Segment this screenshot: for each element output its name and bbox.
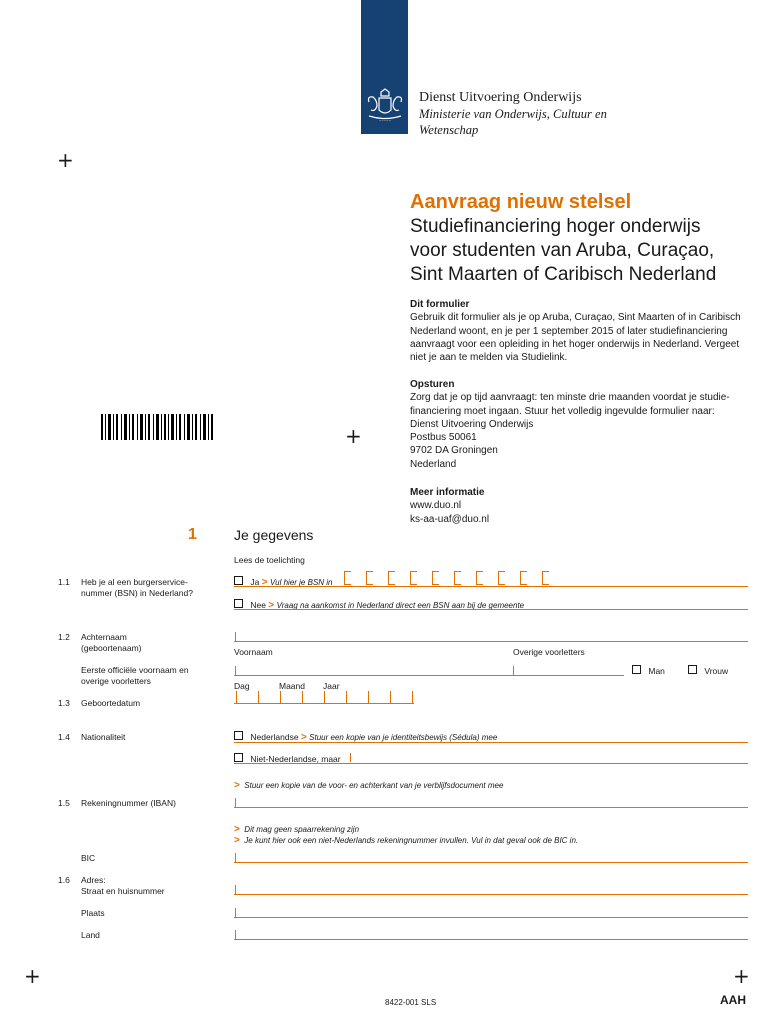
hint-text: Vul hier je BSN in [269, 578, 333, 587]
email-link[interactable]: ks-aa-uaf@duo.nl [410, 513, 490, 525]
date-digit-divider [258, 691, 259, 703]
form-title-line-3: Sint Maarten of Caribisch Nederland [410, 264, 717, 285]
arrow-icon: > [268, 600, 275, 611]
hint-text: Vraag na aankomst in Nederland direct een BSN aan bij de gemeente [276, 601, 525, 610]
coat-of-arms-icon [363, 88, 407, 122]
info-heading: Dit formulier [410, 299, 470, 310]
input-cursor-tick [235, 798, 236, 807]
question-number: 1.3 [58, 698, 70, 708]
question-label: Nationaliteit [81, 732, 126, 742]
checkbox-man[interactable] [632, 665, 641, 674]
field-underline [234, 586, 748, 587]
info-dit-formulier [410, 298, 755, 364]
arrow-icon: > [234, 780, 240, 791]
geboortedatum-input[interactable] [234, 690, 414, 710]
info-opsturen [410, 378, 755, 471]
hint-text: Je kunt hier ook een niet-Nederlands rekeningnummer invullen. Vul in dat geval ook de BIC in. [244, 836, 579, 845]
section-note: Lees de toelichting [234, 555, 305, 565]
form-title-line-2: voor studenten van Aruba, Curaçao, [410, 240, 715, 261]
hint-text: Stuur een kopie van je identiteitsbewijs (Sédula) mee [309, 733, 498, 742]
question-label-line: Achternaam [81, 632, 127, 642]
question-label: Geboortedatum [81, 698, 141, 708]
form-code: 8422-001 SLS [385, 998, 437, 1007]
question-label-line: Heb je al een burgerservice- [81, 577, 188, 587]
hint-row [234, 830, 578, 848]
date-digit-divider [236, 691, 237, 703]
input-cursor-tick [513, 666, 514, 675]
form-title [410, 215, 760, 287]
question-label: BIC [81, 853, 96, 863]
field-caption: Dag [234, 681, 250, 691]
question-label-line: Straat en huisnummer [81, 886, 165, 896]
checkbox-nederlandse[interactable] [234, 731, 243, 740]
plaats-input[interactable] [234, 917, 748, 918]
field-caption: Maand [279, 681, 305, 691]
registration-mark-icon: + [345, 424, 362, 448]
bsn-input[interactable] [344, 571, 564, 585]
bsn-digit-box [542, 571, 549, 585]
date-digit-divider [412, 691, 413, 703]
bsn-digit-box [344, 571, 351, 585]
date-digit-divider [302, 691, 303, 703]
date-digit-divider [390, 691, 391, 703]
option-label: Nederlandse [250, 732, 299, 742]
address-line: Dienst Uitvoering Onderwijs [410, 418, 534, 430]
checkbox-nee[interactable] [234, 599, 243, 608]
field-caption: Jaar [323, 681, 340, 691]
input-cursor-tick [235, 632, 236, 641]
option-label: Man [648, 666, 665, 676]
bsn-digit-box [520, 571, 527, 585]
info-text: Gebruik dit formulier als je op Aruba, Curaçao, Sint Maarten of in Caribisch Nederland woont, en je per 1 september 2015 of later studiefinanciering aanvraagt voor een opleiding in het hoger onderwijs in Nederland. Vergeet niet je aan te melden via Studielink. [410, 312, 741, 364]
date-digit-divider [346, 691, 347, 703]
bsn-digit-box [454, 571, 461, 585]
address-line: 9702 DA Groningen [410, 445, 498, 457]
land-input[interactable] [234, 939, 748, 940]
bsn-digit-box [388, 571, 395, 585]
question-label-line: Eerste officiële voornaam en [81, 665, 189, 675]
input-cursor-tick [350, 753, 351, 762]
question-label: Rekeningnummer (IBAN) [81, 798, 176, 808]
bic-input[interactable] [234, 862, 748, 863]
bsn-digit-box [410, 571, 417, 585]
form-title-line-1: Studiefinanciering hoger onderwijs [410, 216, 701, 237]
checkbox-niet-nederlandse[interactable] [234, 753, 243, 762]
question-label: Land [81, 930, 100, 940]
question-number: 1.1 [58, 577, 70, 587]
logo-bar [361, 0, 408, 134]
input-cursor-tick [235, 853, 236, 862]
registration-mark-icon: + [57, 148, 74, 172]
date-digit-divider [368, 691, 369, 703]
arrow-icon: > [234, 835, 240, 846]
input-cursor-tick [235, 885, 236, 894]
question-label-line: (geboortenaam) [81, 643, 142, 653]
form-title-orange: Aanvraag nieuw stelsel [410, 191, 632, 213]
checkbox-ja[interactable] [234, 576, 243, 585]
org-sub-1: Ministerie van Onderwijs, Cultuur en [419, 107, 607, 121]
option-label: Niet-Nederlandse, maar [250, 754, 341, 764]
bsn-digit-box [476, 571, 483, 585]
option-label: Vrouw [704, 666, 729, 676]
registration-mark-icon: + [24, 964, 41, 988]
question-number: 1.4 [58, 732, 70, 742]
straat-input[interactable] [234, 894, 748, 895]
option-label: Ja [250, 577, 260, 587]
field-underline [234, 742, 748, 743]
question-number: 1.5 [58, 798, 70, 808]
section-number: 1 [188, 526, 197, 543]
option-man [632, 665, 665, 676]
input-cursor-tick [235, 930, 236, 939]
hint-text: Dit mag geen spaarrekening zijn [244, 825, 360, 834]
achternaam-input[interactable] [234, 641, 748, 642]
website-link[interactable]: www.duo.nl [410, 500, 462, 512]
arrow-icon: > [300, 732, 307, 743]
section-title: Je gegevens [234, 527, 314, 543]
question-number: 1.6 [58, 875, 70, 885]
question-label-line: nummer (BSN) in Nederland? [81, 588, 193, 598]
bsn-digit-box [498, 571, 505, 585]
barcode-icon [101, 414, 213, 440]
question-label [81, 665, 189, 687]
info-heading: Opsturen [410, 379, 455, 390]
hint-row [234, 775, 503, 793]
arrow-icon: > [261, 577, 268, 588]
question-label: Plaats [81, 908, 105, 918]
input-cursor-tick [235, 666, 236, 675]
question-label [81, 577, 193, 599]
checkbox-vrouw[interactable] [688, 665, 697, 674]
field-caption: Voornaam [234, 647, 273, 657]
svg-text:~~~~~: ~~~~~ [378, 118, 392, 122]
address-line: Postbus 50061 [410, 432, 477, 444]
field-underline [234, 609, 748, 610]
input-cursor-tick [235, 908, 236, 917]
org-sub-2: Wetenschap [419, 123, 479, 137]
question-label-line: overige voorletters [81, 676, 151, 686]
registration-mark-icon: + [733, 964, 750, 988]
arrow-icon: > [234, 824, 240, 835]
question-label [81, 875, 165, 897]
info-heading: Meer informatie [410, 487, 485, 498]
voornaam-input[interactable] [234, 675, 624, 676]
date-digit-divider [324, 691, 325, 703]
option-label: Nee [250, 600, 266, 610]
info-text: Zorg dat je op tijd aanvraagt: ten minste drie maanden voordat je studie-financiering moet ingaan. Stuur het volledig ingevulde formulier naar: [410, 392, 730, 417]
address-line: Nederland [410, 458, 457, 470]
niet-nederlandse-input[interactable] [234, 763, 748, 764]
question-label-line: Adres: [81, 875, 106, 885]
hint-text: Stuur een kopie van de voor- en achterkant van je verblijfsdocument mee [244, 781, 504, 790]
bsn-digit-box [366, 571, 373, 585]
info-meer [410, 486, 755, 526]
bsn-digit-box [432, 571, 439, 585]
iban-input[interactable] [234, 807, 748, 808]
field-caption: Overige voorletters [513, 647, 585, 657]
org-name: Dienst Uitvoering Onderwijs [419, 90, 582, 105]
form-id: AAH [720, 993, 746, 1007]
field-underline [234, 703, 414, 704]
option-vrouw [688, 665, 728, 676]
question-number: 1.2 [58, 632, 70, 642]
organisation-name-block [419, 90, 607, 138]
question-label [81, 632, 141, 654]
date-digit-divider [280, 691, 281, 703]
